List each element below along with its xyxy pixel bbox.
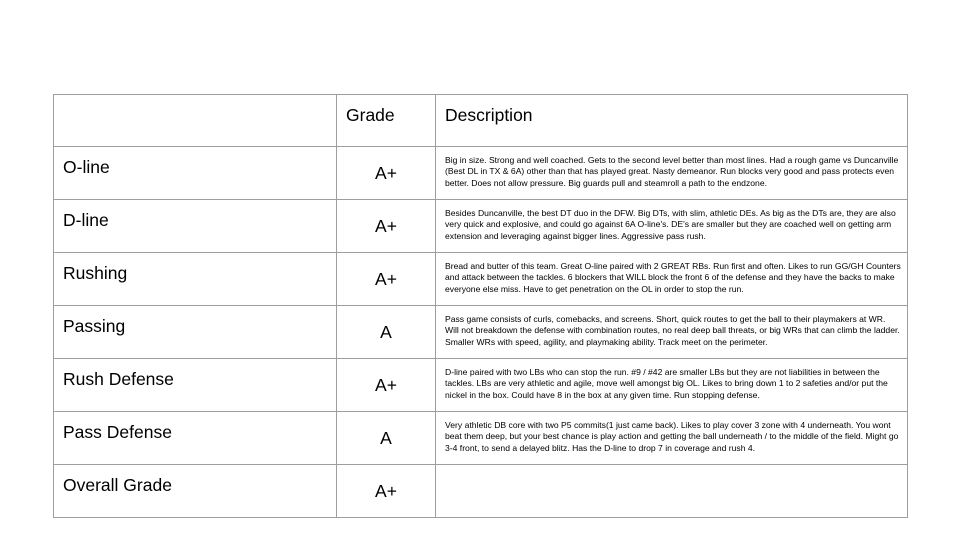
- table-row-rushing: [54, 253, 908, 306]
- header-description-cell: [436, 95, 908, 147]
- row-category: D-line: [63, 210, 109, 230]
- row-description: Pass game consists of curls, comebacks, and screens. Short, quick routes to get the ball to their playmakers at WR. Will not breakdown the defense with combination routes, no real deep ball threats, or big WRs that can climb the ladder. Smaller WRs with speed, agility, and playmaking ability. Track meet on the perimeter.: [445, 314, 900, 347]
- header-grade: Grade: [346, 105, 395, 125]
- header-row: [54, 95, 908, 147]
- header-grade-cell: [337, 95, 436, 147]
- header-description: Description: [445, 105, 533, 125]
- header-category-cell: [54, 95, 337, 147]
- row-description: Bread and butter of this team. Great O-line paired with 2 GREAT RBs. Run first and often. Likes to run GG/GH Counters and attack between the tackles. 6 blockers that WILL block the front 6 of the defense and they have the backs to make everyone else miss. Have to get penetration on the OL in order to stop the run.: [445, 261, 901, 294]
- row-category: Passing: [63, 316, 126, 336]
- row-grade: A+: [375, 216, 397, 236]
- row-description: Big in size. Strong and well coached. Gets to the second level better than most lines. Had a rough game vs Duncanville (Best DL in TX & 6A) other than that has played great. Nasty demeanor. Run blocks very good and pass protects even better. Does not allow pressure. Big guards pull and steamroll a path to the endzone.: [445, 155, 899, 188]
- row-category: Rush Defense: [63, 369, 174, 389]
- row-category: Rushing: [63, 263, 128, 283]
- row-grade: A+: [375, 481, 397, 501]
- row-grade: A+: [375, 375, 397, 395]
- row-grade: A+: [375, 163, 397, 183]
- row-grade: A+: [375, 269, 397, 289]
- row-description: [436, 465, 907, 473]
- header-category: [54, 95, 336, 105]
- row-grade: A: [380, 428, 392, 448]
- table-row-passing: [54, 306, 908, 359]
- row-description: D-line paired with two LBs who can stop the run. #9 / #42 are smaller LBs but they are not liabilities in between the tackles. LBs are very athletic and agile, move well amongst big OL. Likes to bring down 1 to 2 safeties and/or put the nickel in the box. Could have 8 in the box at any given time. Run stopping defense.: [445, 367, 888, 400]
- table-row-rush-defense: [54, 359, 908, 412]
- row-grade: A: [380, 322, 392, 342]
- row-category: Pass Defense: [63, 422, 172, 442]
- row-category: Overall Grade: [63, 475, 172, 495]
- table-row-o-line: [54, 147, 908, 200]
- row-description: Besides Duncanville, the best DT duo in the DFW. Big DTs, with slim, athletic DEs. As big as the DTs are, they are also very quick and explosive, and could go against 6A O-line's. DE's are smaller but they are coached well on getting arm extension and leveraging against bigger lines. Aggressive pass rush.: [445, 208, 896, 241]
- table-row-d-line: [54, 200, 908, 253]
- row-category: O-line: [63, 157, 110, 177]
- row-description: Very athletic DB core with two P5 commits(1 just came back). Likes to play cover 3 zone with 4 underneath. You wont beat them deep, but your best chance is play action and getting the ball underneath / to the middle of the field. Might go 3-4 front, to send a delayed blitz. Has the D-line to drop 7 in coverage and rush 4.: [445, 420, 899, 453]
- table-row-overall-grade: [54, 465, 908, 518]
- table-row-pass-defense: [54, 412, 908, 465]
- scouting-report-table: [53, 94, 908, 518]
